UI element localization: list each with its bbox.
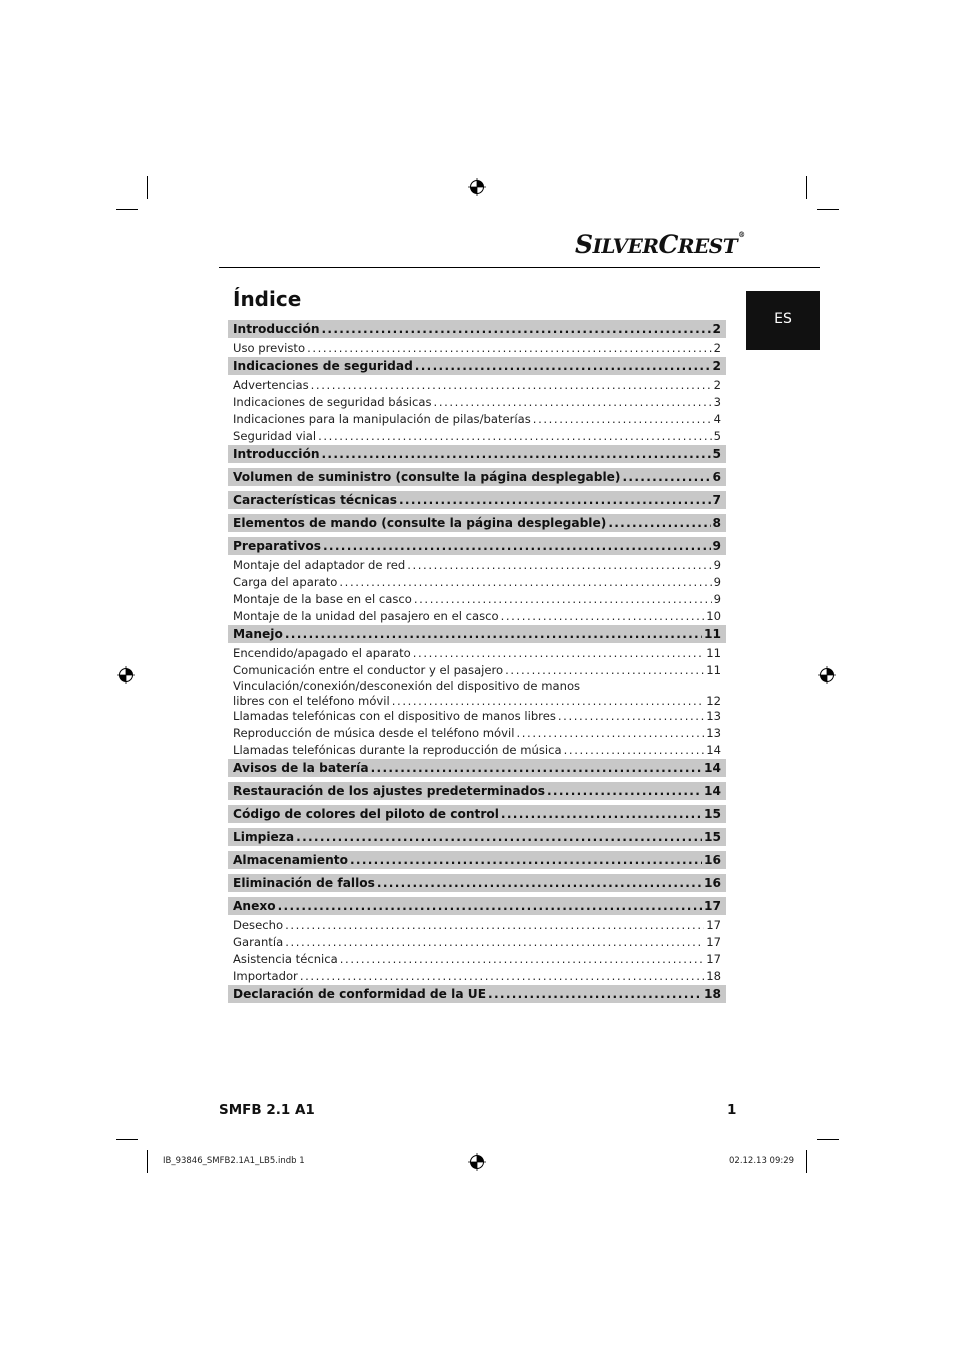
toc-entry-title: Advertencias: [233, 378, 309, 392]
toc-page-number: 18: [704, 987, 721, 1001]
toc-section-row: [228, 874, 726, 892]
toc-section-row: [228, 357, 726, 375]
toc-page-number: 7: [712, 493, 721, 507]
crop-mark: [806, 176, 807, 199]
toc-subsection-row: [228, 662, 726, 679]
toc-entry-title: Volumen de suministro (consulte la página desplegable): [233, 470, 621, 484]
toc-entry-title: Características técnicas: [233, 493, 397, 507]
registration-mark-icon: [818, 666, 836, 684]
toc-page-number: 9: [713, 592, 721, 606]
toc-page-number: 18: [706, 969, 721, 983]
toc-page-number: 14: [704, 784, 721, 798]
toc-page-number: 15: [704, 830, 721, 844]
crop-mark: [817, 209, 839, 210]
toc-subsection-row: [228, 679, 726, 708]
toc-page-number: 2: [712, 322, 721, 336]
toc-page-number: 6: [712, 470, 721, 484]
toc-entry-title: Limpieza: [233, 830, 295, 844]
toc-subsection-row: [228, 574, 726, 591]
toc-leader: [399, 491, 711, 509]
toc-leader: [413, 645, 704, 662]
toc-leader: [278, 897, 702, 915]
toc-section-row: [228, 759, 726, 777]
print-slug-file: IB_93846_SMFB2.1A1_LB5.indb 1: [163, 1156, 305, 1166]
toc-leader: [285, 625, 702, 643]
toc-leader: [533, 411, 712, 428]
toc-section-row: [228, 537, 726, 555]
toc-subsection-row: [228, 917, 726, 934]
crop-mark: [817, 1139, 839, 1140]
toc-subsection-row: [228, 742, 726, 759]
toc-leader: [322, 445, 711, 463]
toc-page-number: 5: [712, 447, 721, 461]
toc-leader: [307, 340, 712, 357]
toc-entry-title: Comunicación entre el conductor y el pasajero: [233, 663, 504, 677]
registration-mark-icon: [468, 178, 486, 196]
toc-page-number: 14: [706, 743, 721, 757]
print-slug-date: 02.12.13 09:29: [729, 1156, 795, 1166]
toc-subsection-row: [228, 645, 726, 662]
toc-subsection-row: [228, 428, 726, 445]
toc-entry-title: Reproducción de música desde el teléfono móvil: [233, 726, 515, 740]
toc-leader: [505, 662, 704, 679]
toc-entry-title: Eliminación de fallos: [233, 876, 375, 890]
toc-page-number: 13: [706, 709, 721, 723]
toc-entry-title: Desecho: [233, 918, 284, 932]
toc-section-row: [228, 445, 726, 463]
brand-logo: SILVERCREST®: [575, 230, 745, 259]
toc-section-row: [228, 851, 726, 869]
toc-subsection-row: [228, 951, 726, 968]
toc-section-row: [228, 828, 726, 846]
toc-entry-title: Llamadas telefónicas durante la reproducción de música: [233, 743, 562, 757]
toc-leader: [323, 537, 711, 555]
toc-entry-title: Restauración de los ajustes predeterminados: [233, 784, 545, 798]
toc-page-number: 5: [713, 429, 721, 443]
toc-subsection-row: [228, 968, 726, 985]
toc-entry-title: Declaración de conformidad de la UE: [233, 987, 487, 1001]
toc-leader: [285, 917, 704, 934]
toc-page-number: 16: [704, 876, 721, 890]
toc-section-row: [228, 625, 726, 643]
page-title: Índice: [233, 287, 302, 311]
toc-section-row: [228, 491, 726, 509]
toc-page-number: 2: [712, 359, 721, 373]
toc-leader: [558, 708, 704, 725]
toc-entry-title: Código de colores del piloto de control: [233, 807, 499, 821]
toc-leader: [300, 968, 704, 985]
toc-leader: [311, 377, 712, 394]
toc-entry-title: Vinculación/conexión/desconexión del dispositivo de manos: [233, 679, 581, 693]
toc-leader: [608, 514, 710, 532]
toc-entry-title: Indicaciones de seguridad: [233, 359, 413, 373]
toc-page-number: 11: [706, 663, 721, 677]
toc-entry-title: Anexo: [233, 899, 276, 913]
toc-subsection-row: [228, 708, 726, 725]
toc-entry-title: Almacenamiento: [233, 853, 348, 867]
toc-entry-title: Asistencia técnica: [233, 952, 338, 966]
toc-page-number: 17: [706, 952, 721, 966]
crop-mark: [147, 176, 148, 199]
toc-page-number: 17: [704, 899, 721, 913]
toc-entry-title: Introducción: [233, 447, 320, 461]
toc-page-number: 2: [713, 341, 721, 355]
toc-entry-title: Avisos de la batería: [233, 761, 369, 775]
language-tab: ES: [746, 291, 820, 350]
toc-leader: [350, 851, 702, 869]
toc-page-number: 9: [712, 539, 721, 553]
header-rule: [219, 267, 820, 268]
toc-subsection-row: [228, 934, 726, 951]
toc-leader: [564, 742, 705, 759]
toc-page-number: 10: [706, 609, 721, 623]
toc-leader: [392, 694, 704, 709]
toc-subsection-row: [228, 394, 726, 411]
toc-entry-title: Montaje de la unidad del pasajero en el casco: [233, 609, 499, 623]
crop-mark: [147, 1150, 148, 1173]
toc-page-number: 8: [712, 516, 721, 530]
toc-section-row: [228, 897, 726, 915]
toc-page-number: 15: [704, 807, 721, 821]
toc-entry-title: Elementos de mando (consulte la página desplegable): [233, 516, 607, 530]
toc-leader: [371, 759, 702, 777]
toc-page-number: 11: [706, 646, 721, 660]
toc-leader: [501, 608, 705, 625]
toc-section-row: [228, 782, 726, 800]
toc-page-number: 9: [713, 558, 721, 572]
crop-mark: [116, 1139, 138, 1140]
table-of-contents: [228, 320, 726, 1005]
toc-section-row: [228, 468, 726, 486]
registration-mark-icon: [468, 1153, 486, 1171]
toc-leader: [296, 828, 702, 846]
toc-subsection-row: [228, 591, 726, 608]
toc-leader: [414, 591, 712, 608]
toc-entry-title: Encendido/apagado el aparato: [233, 646, 411, 660]
toc-leader: [339, 574, 711, 591]
toc-subsection-row: [228, 377, 726, 394]
toc-leader: [488, 985, 702, 1003]
toc-entry-title: Introducción: [233, 322, 320, 336]
toc-page-number: 17: [706, 918, 721, 932]
toc-subsection-row: [228, 411, 726, 428]
toc-entry-title: Importador: [233, 969, 298, 983]
toc-page-number: 14: [704, 761, 721, 775]
crop-mark: [806, 1150, 807, 1173]
toc-leader: [377, 874, 702, 892]
toc-entry-title-continued: libres con el teléfono móvil: [233, 693, 390, 708]
toc-leader: [318, 428, 712, 445]
toc-page-number: 2: [713, 378, 721, 392]
registration-mark-icon: [117, 666, 135, 684]
toc-page-number: 12: [706, 693, 721, 708]
toc-entry-title: Garantía: [233, 935, 284, 949]
toc-leader: [415, 357, 711, 375]
footer-model: SMFB 2.1 A1: [219, 1102, 315, 1118]
toc-entry-title: Uso previsto: [233, 341, 306, 355]
toc-subsection-row: [228, 340, 726, 357]
toc-entry-title: Llamadas telefónicas con el dispositivo de manos libres: [233, 709, 556, 723]
toc-leader: [547, 782, 702, 800]
toc-section-row: [228, 985, 726, 1003]
toc-page-number: 4: [713, 412, 721, 426]
toc-leader: [340, 951, 704, 968]
toc-subsection-row: [228, 557, 726, 574]
toc-page-number: 13: [706, 726, 721, 740]
toc-entry-title: Montaje de la base en el casco: [233, 592, 412, 606]
toc-page-number: 16: [704, 853, 721, 867]
toc-page-number: 11: [704, 627, 721, 641]
toc-section-row: [228, 514, 726, 532]
toc-leader: [623, 468, 711, 486]
toc-page-number: 17: [706, 935, 721, 949]
toc-entry-title: Manejo: [233, 627, 283, 641]
toc-entry-title: Indicaciones para la manipulación de pilas/baterías: [233, 412, 531, 426]
footer-page-number: 1: [727, 1102, 737, 1118]
toc-subsection-row: [228, 608, 726, 625]
toc-leader: [322, 320, 711, 338]
toc-page-number: 3: [713, 395, 721, 409]
toc-entry-title: Indicaciones de seguridad básicas: [233, 395, 432, 409]
toc-section-row: [228, 320, 726, 338]
toc-entry-title: Carga del aparato: [233, 575, 338, 589]
toc-leader: [516, 725, 704, 742]
toc-leader: [285, 934, 704, 951]
toc-entry-title: Montaje del adaptador de red: [233, 558, 406, 572]
toc-leader: [434, 394, 712, 411]
toc-page-number: 9: [713, 575, 721, 589]
crop-mark: [116, 209, 138, 210]
toc-section-row: [228, 805, 726, 823]
toc-entry-title: Seguridad vial: [233, 429, 317, 443]
toc-leader: [407, 557, 711, 574]
toc-leader: [501, 805, 702, 823]
toc-entry-title: Preparativos: [233, 539, 321, 553]
toc-subsection-row: [228, 725, 726, 742]
